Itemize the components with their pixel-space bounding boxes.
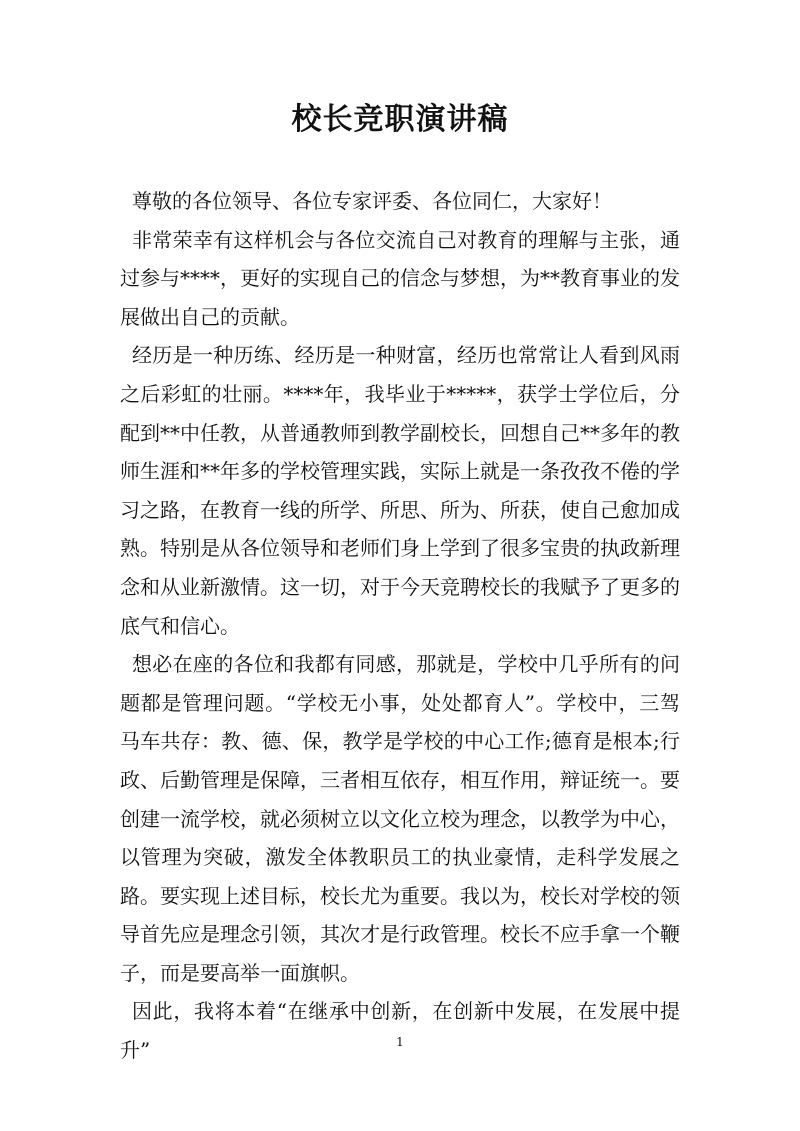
document-body: [120, 182, 680, 1070]
page-number: 1: [396, 1035, 404, 1049]
intro-paragraph: 非常荣幸有这样机会与各位交流自己对教育的理解与主张，通过参与****，更好的实现自己的信念与梦想，为**教育事业的发展做出自己的贡献。: [120, 227, 680, 329]
management-paragraph: 想必在座的各位和我都有同感，那就是，学校中几乎所有的问题都是管理问题。“学校无小事，处处都育人”。学校中，三驾马车共存：教、德、保，教学是学校的中心工作;德育是根本;行政、后勤管理是保障，三者相互依存，相互作用，辩证统一。要创建一流学校，就必须树立以文化立校为理念，以教学为中心，以管理为突破，激发全体教职员工的执业豪情，走科学发展之路。要实现上述目标，校长尤为重要。我以为，校长对学校的领导首先应是理念引领，其次才是行政管理。校长不应手拿一个鞭子，而是要高举一面旗帜。: [120, 652, 680, 985]
conclusion-paragraph: 因此，我将本着“在继承中创新，在创新中发展，在发展中提升”: [120, 999, 680, 1063]
document-title: 校长竞职演讲稿: [291, 102, 509, 137]
experience-paragraph: 经历是一种历练、经历是一种财富，经历也常常让人看到风雨之后彩虹的壮丽。****年，我毕业于*****，获学士学位后，分配到**中任教，从普通教师到教学副校长，回想自己**多年的教师生涯和**年多的学校管理实践，实际上就是一条孜孜不倦的学习之路，在教育一线的所学、所思、所为、所获，使自己愈加成熟。特别是从各位领导和老师们身上学到了很多宝贵的执政新理念和从业新激情。这一切，对于今天竞聘校长的我赋予了更多的底气和信心。: [120, 343, 680, 638]
greeting-paragraph: 尊敬的各位领导、各位专家评委、各位同仁，大家好！: [132, 189, 612, 213]
